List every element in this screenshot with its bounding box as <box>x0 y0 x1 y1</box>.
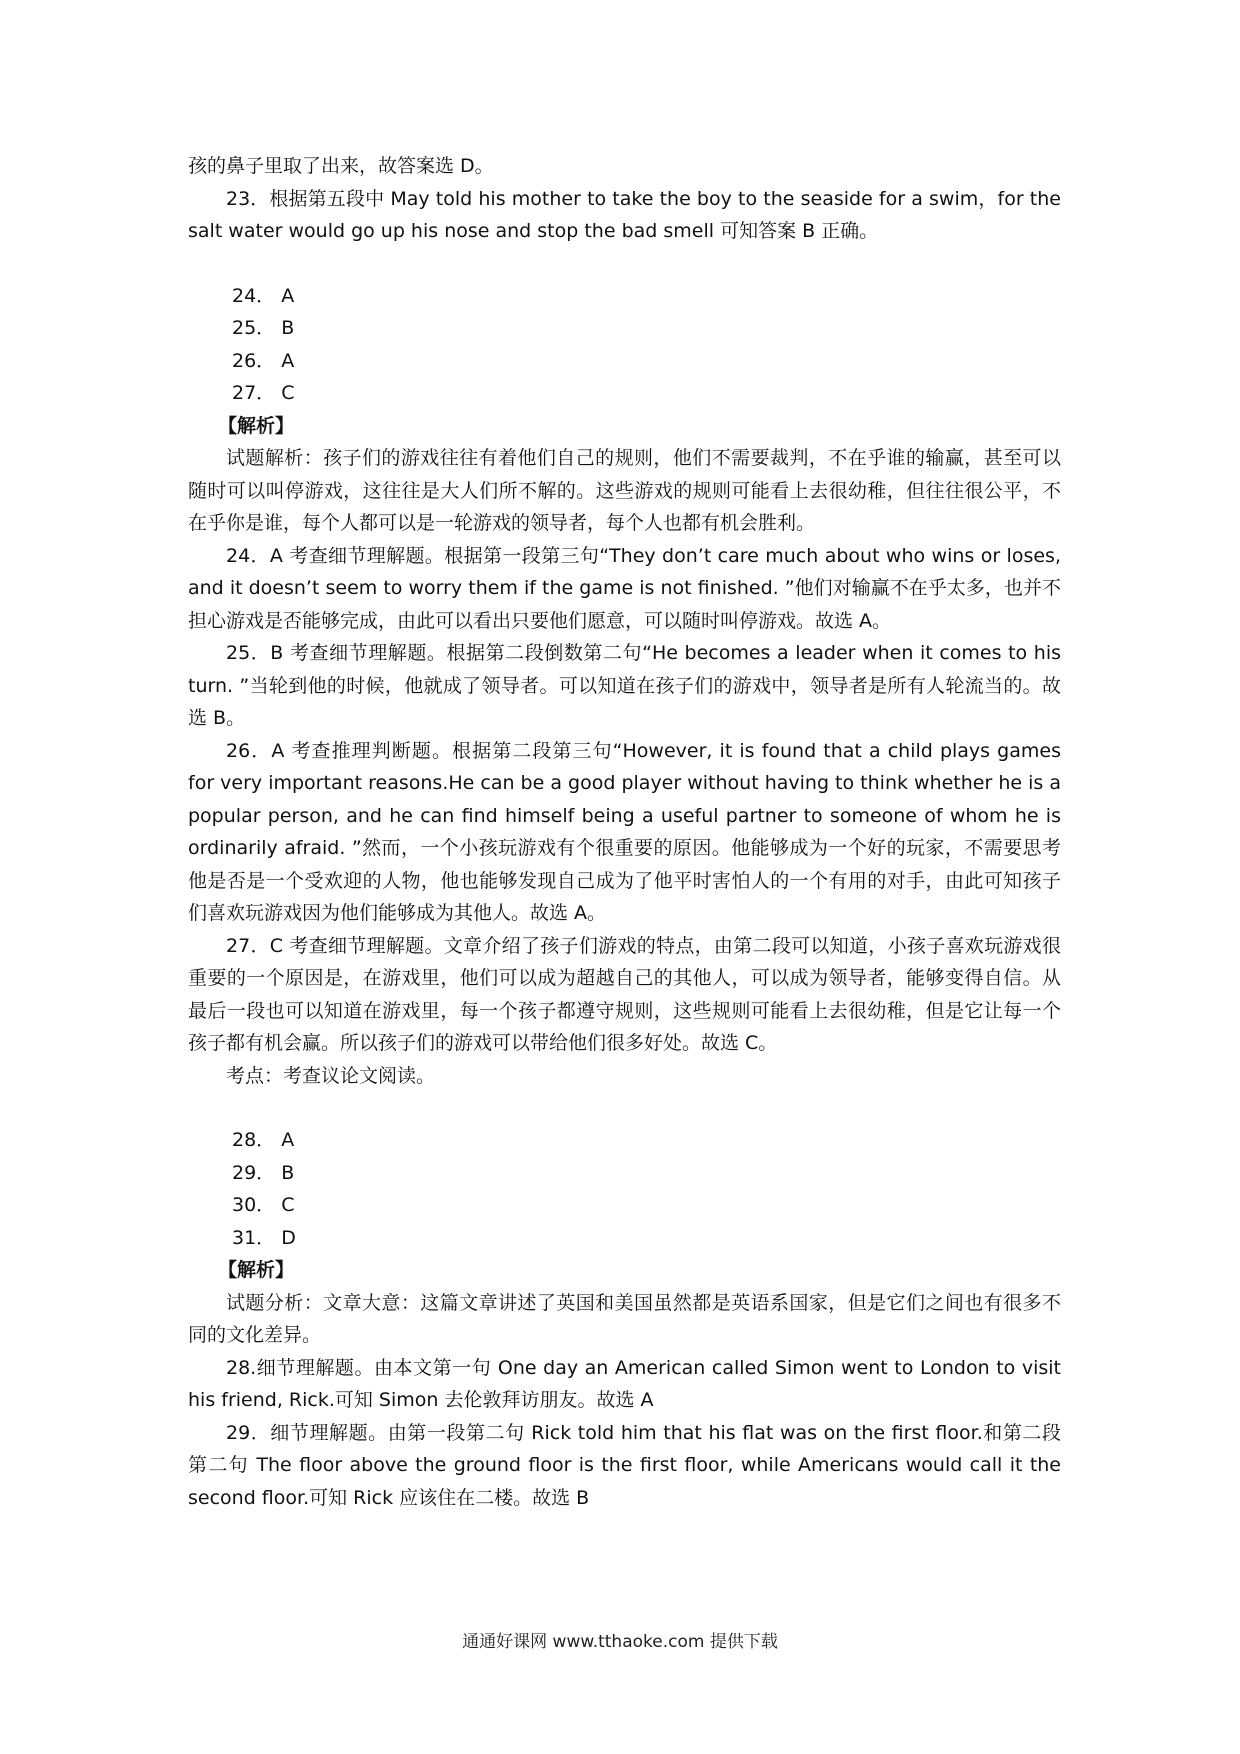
explanation-q26: 26．A 考查推理判断题。根据第二段第三句“However, it is found that a child plays games for very important reasons.He can be a good player without having to think whether he is a popular person, and he can find himself being a useful partner to someone of whom he is ordinarily afraid. ”然而，一个小孩玩游戏有个很重要的原因。他能够成为一个好的玩家，不需要思考他是否是一个受欢迎的人物，他也能够发现自己成为了他平时害怕人的一个有用的对手，由此可知孩子们喜欢玩游戏因为他们能够成为其他人。故选 A。 <box>188 739 1061 924</box>
knowledge-point: 考点：考查议论文阅读。 <box>226 1064 436 1087</box>
answer-item: 25． B <box>232 317 295 339</box>
spacer <box>188 248 1061 280</box>
explanation-q23: 23．根据第五段中 May told his mother to take the boy to the seaside for a swim，for the salt water would go up his nose and stop the bad smell 可知答案 B 正确。 <box>188 187 1061 242</box>
analysis-summary: 试题解析：孩子们的游戏往往有着他们自己的规则，他们不需要裁判，不在乎谁的输赢，甚至可以随时可以叫停游戏，这往往是大人们所不解的。这些游戏的规则可能看上去很幼稚，但往往很公平，不在乎你是谁，每个人都可以是一轮游戏的领导者，每个人也都有机会胜利。 <box>188 447 1061 534</box>
explanation-q29: 29．细节理解题。由第一段第二句 Rick told him that his flat was on the first floor.和第二段第二句 The floor above the ground floor is the first floor, while Americans would call it the second floor.可知 Rick 应该住在二楼。故选 B <box>188 1421 1061 1509</box>
analysis-heading: 【解析】 <box>218 1259 295 1281</box>
analysis-heading: 【解析】 <box>218 414 295 437</box>
paragraph-continuation: 孩的鼻子里取了出来，故答案选 D。 <box>188 155 494 177</box>
answer-item: 29． B <box>232 1161 295 1184</box>
explanation-q24: 24．A 考查细节理解题。根据第一段第三句“They don’t care much about who wins or loses, and it doesn’t seem to worry them if the game is not finished. ”他们对输赢不在乎太多，也并不担心游戏是否能够完成，由此可以看出只要他们愿意，可以随时叫停游戏。故选 A。 <box>188 544 1061 632</box>
answer-item: 30． C <box>232 1194 295 1216</box>
page-footer: 通通好课网 www.tthaoke.com 提供下载 <box>462 1632 778 1652</box>
answer-list-24-27 <box>188 280 1061 410</box>
document-body <box>188 150 1061 1514</box>
answer-item: 31． D <box>232 1226 296 1249</box>
answer-item: 28． A <box>232 1129 295 1151</box>
analysis-summary: 试题分析：文章大意：这篇文章讲述了英国和美国虽然都是英语系国家，但是它们之间也有很多不同的文化差异。 <box>188 1291 1061 1346</box>
answer-list-28-31 <box>188 1124 1061 1254</box>
spacer <box>188 1092 1061 1124</box>
explanation-q28: 28.细节理解题。由本文第一句 One day an American called Simon went to London to visit his friend, Rick.可知 Simon 去伦敦拜访朋友。故选 A <box>188 1356 1061 1411</box>
answer-item: 26． A <box>232 349 295 372</box>
answer-item: 24． A <box>232 284 295 307</box>
answer-item: 27． C <box>232 382 295 404</box>
explanation-q25: 25．B 考查细节理解题。根据第二段倒数第二句“He becomes a leader when it comes to his turn. ”当轮到他的时候，他就成了领导者。可以知道在孩子们的游戏中，领导者是所有人轮流当的。故选 B。 <box>188 642 1061 729</box>
explanation-q27: 27．C 考查细节理解题。文章介绍了孩子们游戏的特点，由第二段可以知道，小孩子喜欢玩游戏很重要的一个原因是，在游戏里，他们可以成为超越自己的其他人，可以成为领导者，能够变得自信。从最后一段也可以知道在游戏里，每一个孩子都遵守规则，这些规则可能看上去很幼稚，但是它让每一个孩子都有机会赢。所以孩子们的游戏可以带给他们很多好处。故选 C。 <box>188 934 1061 1054</box>
